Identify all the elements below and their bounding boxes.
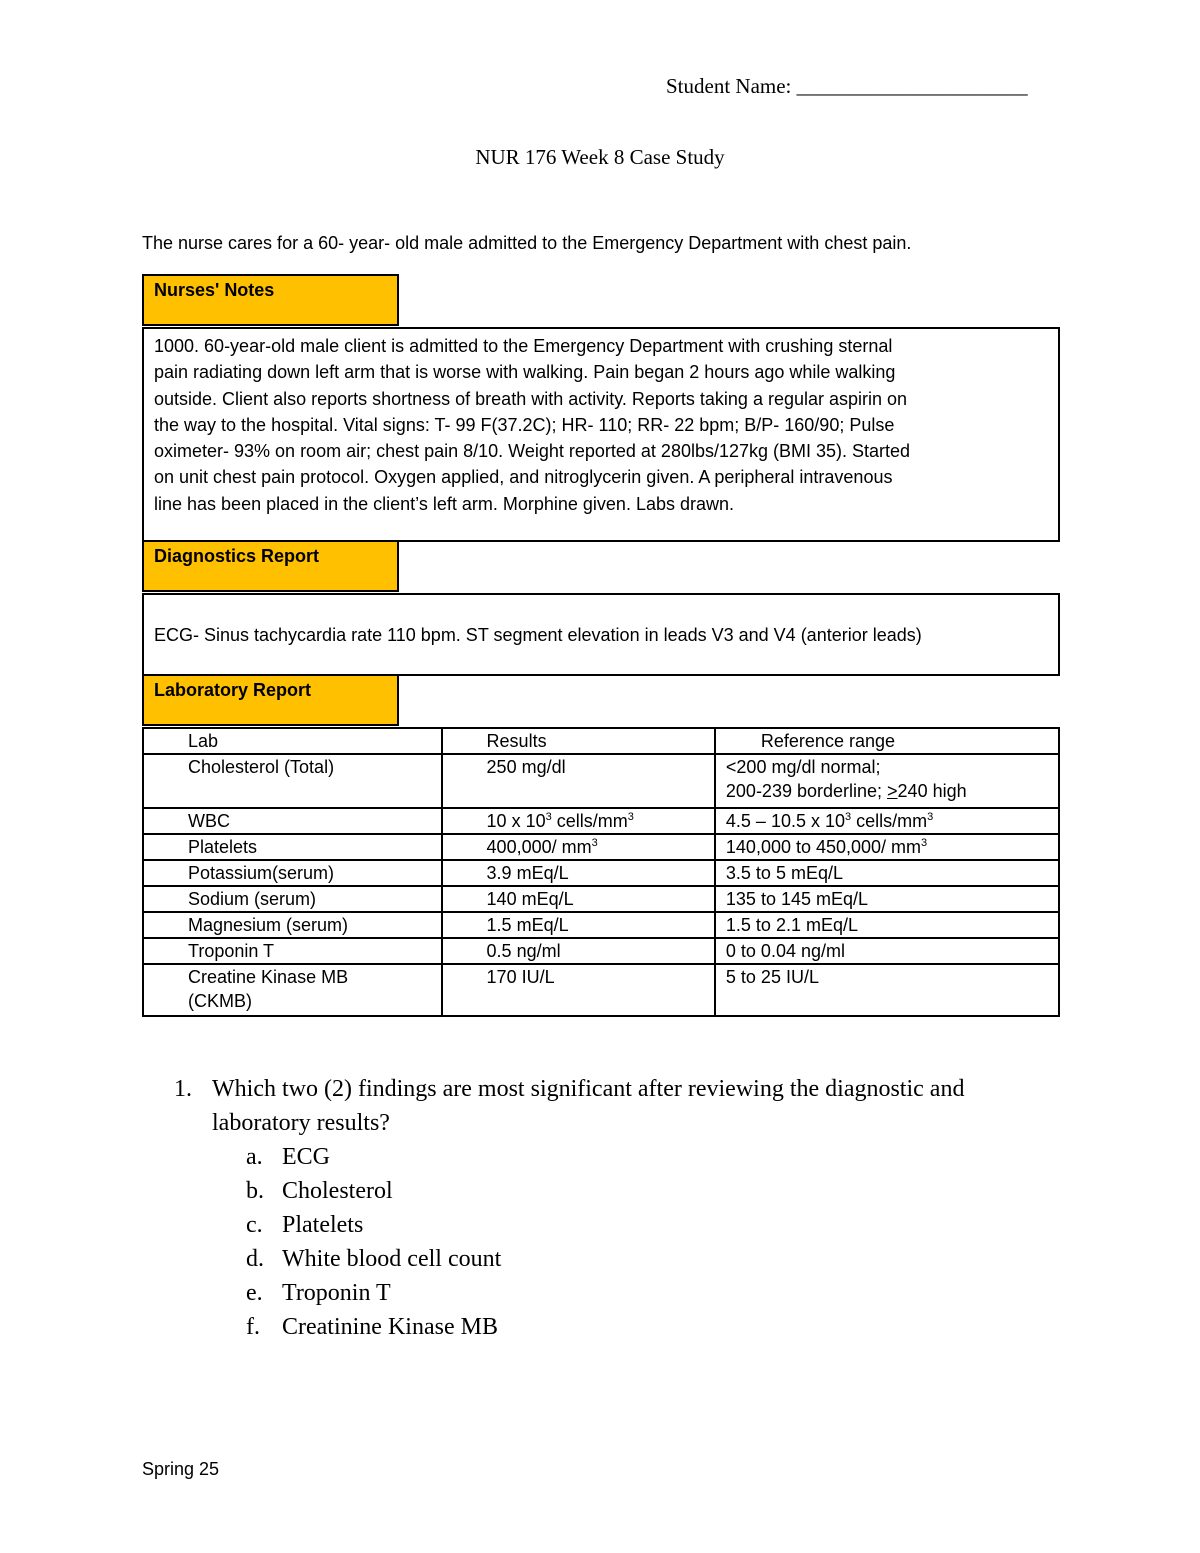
superscript: 3 (591, 837, 598, 849)
diagnostics-report-box (142, 593, 1060, 676)
result-cell: 140 mEq/L (442, 886, 715, 912)
nurses-notes-line: outside. Client also reports shortness of breath with activity. Reports taking a regular aspirin on (154, 388, 908, 409)
question-number: 1. (174, 1076, 192, 1102)
reference-cell: 5 to 25 IU/L (715, 964, 1059, 1016)
lab-name-text: (CKMB) (188, 991, 252, 1011)
reference-cell: 3.5 to 5 mEq/L (715, 860, 1059, 886)
reference-text: 140,000 to 450,000/ mm (725, 837, 922, 857)
reference-text: > (887, 781, 898, 801)
nurses-notes-box (142, 327, 1060, 542)
nurses-notes-line: oximeter- 93% on room air; chest pain 8/10. Weight reported at 280lbs/127kg (BMI 35). Started (154, 441, 911, 462)
diagnostics-report-header: Diagnostics Report (142, 540, 399, 592)
table-row (143, 912, 1059, 938)
result-cell: 170 IU/L (442, 964, 715, 1016)
option-letter: e. (246, 1280, 263, 1306)
superscript: 3 (921, 837, 928, 849)
reference-cell (715, 808, 1059, 834)
table-row (143, 964, 1059, 1016)
option-letter: a. (246, 1144, 263, 1170)
column-header-lab: Lab (143, 728, 442, 754)
reference-text: <200 mg/dl normal; (725, 757, 881, 777)
nurses-notes-line: pain radiating down left arm that is worse with walking. Pain began 2 hours ago while walking (154, 362, 896, 383)
option-text: White blood cell count (282, 1246, 502, 1272)
result-text: 400,000/ mm (486, 837, 592, 857)
result-cell: 250 mg/dl (442, 754, 715, 808)
laboratory-report-header: Laboratory Report (142, 674, 399, 726)
option-text: Creatinine Kinase MB (282, 1314, 498, 1340)
lab-name-cell (143, 964, 442, 1016)
reference-text: 240 high (897, 781, 967, 801)
result-cell (442, 808, 715, 834)
reference-cell: 0 to 0.04 ng/ml (715, 938, 1059, 964)
answer-option[interactable] (246, 1310, 1052, 1344)
lab-name-text: Creatine Kinase MB (188, 967, 349, 987)
lab-results-table (142, 727, 1060, 1017)
option-text: Cholesterol (282, 1178, 393, 1204)
answer-option[interactable] (246, 1276, 1052, 1310)
option-letter: f. (246, 1314, 260, 1340)
lab-name-cell: Troponin T (143, 938, 442, 964)
result-cell: 0.5 ng/ml (442, 938, 715, 964)
reference-text: cells/mm (851, 811, 928, 831)
option-letter: b. (246, 1178, 264, 1204)
option-text: Troponin T (282, 1280, 391, 1306)
nurses-notes-line: on unit chest pain protocol. Oxygen applied, and nitroglycerin given. A peripheral intravenous (154, 467, 893, 488)
reference-cell: 1.5 to 2.1 mEq/L (715, 912, 1059, 938)
superscript: 3 (845, 811, 852, 823)
answer-option[interactable] (246, 1208, 1052, 1242)
diagnostics-text: ECG- Sinus tachycardia rate 110 bpm. ST segment elevation in leads V3 and V4 (anterior leads) (154, 625, 922, 645)
lab-name-cell: Cholesterol (Total) (143, 754, 442, 808)
result-cell: 1.5 mEq/L (442, 912, 715, 938)
superscript: 3 (545, 811, 552, 823)
intro-text: The nurse cares for a 60- year- old male admitted to the Emergency Department with chest pain. (142, 233, 912, 253)
lab-name-cell: Platelets (143, 834, 442, 860)
reference-cell (715, 754, 1059, 808)
table-row (143, 886, 1059, 912)
nurses-notes-header: Nurses' Notes (142, 274, 399, 326)
column-header-reference: Reference range (715, 728, 1059, 754)
student-name-line: Student Name: ______________________ (666, 74, 1028, 98)
reference-text: 4.5 – 10.5 x 10 (725, 811, 845, 831)
result-cell: 3.9 mEq/L (442, 860, 715, 886)
nurses-notes-line: the way to the hospital. Vital signs: T- 99 F(37.2C); HR- 110; RR- 22 bpm; B/P- 160/90; Pulse (154, 414, 895, 435)
reference-text: 200-239 borderline; (725, 781, 888, 801)
option-text: Platelets (282, 1212, 364, 1238)
nurses-notes-line: 1000. 60-year-old male client is admitted to the Emergency Department with crushing sternal (154, 336, 893, 356)
question-text: Which two (2) findings are most significant after reviewing the diagnostic and laboratory results? (212, 1076, 965, 1136)
option-text: ECG (282, 1144, 330, 1170)
superscript: 3 (627, 811, 634, 823)
option-letter: d. (246, 1246, 264, 1272)
document-title: NUR 176 Week 8 Case Study (475, 145, 725, 169)
table-header-row (143, 728, 1059, 754)
answer-option[interactable] (246, 1174, 1052, 1208)
reference-cell (715, 834, 1059, 860)
result-text: cells/mm (551, 811, 628, 831)
result-text: 10 x 10 (486, 811, 546, 831)
result-cell (442, 834, 715, 860)
answer-option[interactable] (246, 1140, 1052, 1174)
lab-name-cell: Potassium(serum) (143, 860, 442, 886)
option-letter: c. (246, 1212, 263, 1238)
table-row (143, 938, 1059, 964)
column-header-results: Results (442, 728, 715, 754)
table-row (143, 754, 1059, 808)
question-1 (174, 1072, 1052, 1344)
table-row (143, 808, 1059, 834)
lab-name-cell: Sodium (serum) (143, 886, 442, 912)
reference-cell: 135 to 145 mEq/L (715, 886, 1059, 912)
page-footer: Spring 25 (142, 1459, 220, 1479)
table-row (143, 834, 1059, 860)
answer-option[interactable] (246, 1242, 1052, 1276)
superscript: 3 (927, 811, 934, 823)
lab-name-cell: Magnesium (serum) (143, 912, 442, 938)
nurses-notes-line: line has been placed in the client’s left arm. Morphine given. Labs drawn. (154, 493, 735, 514)
table-row (143, 860, 1059, 886)
lab-name-cell: WBC (143, 808, 442, 834)
